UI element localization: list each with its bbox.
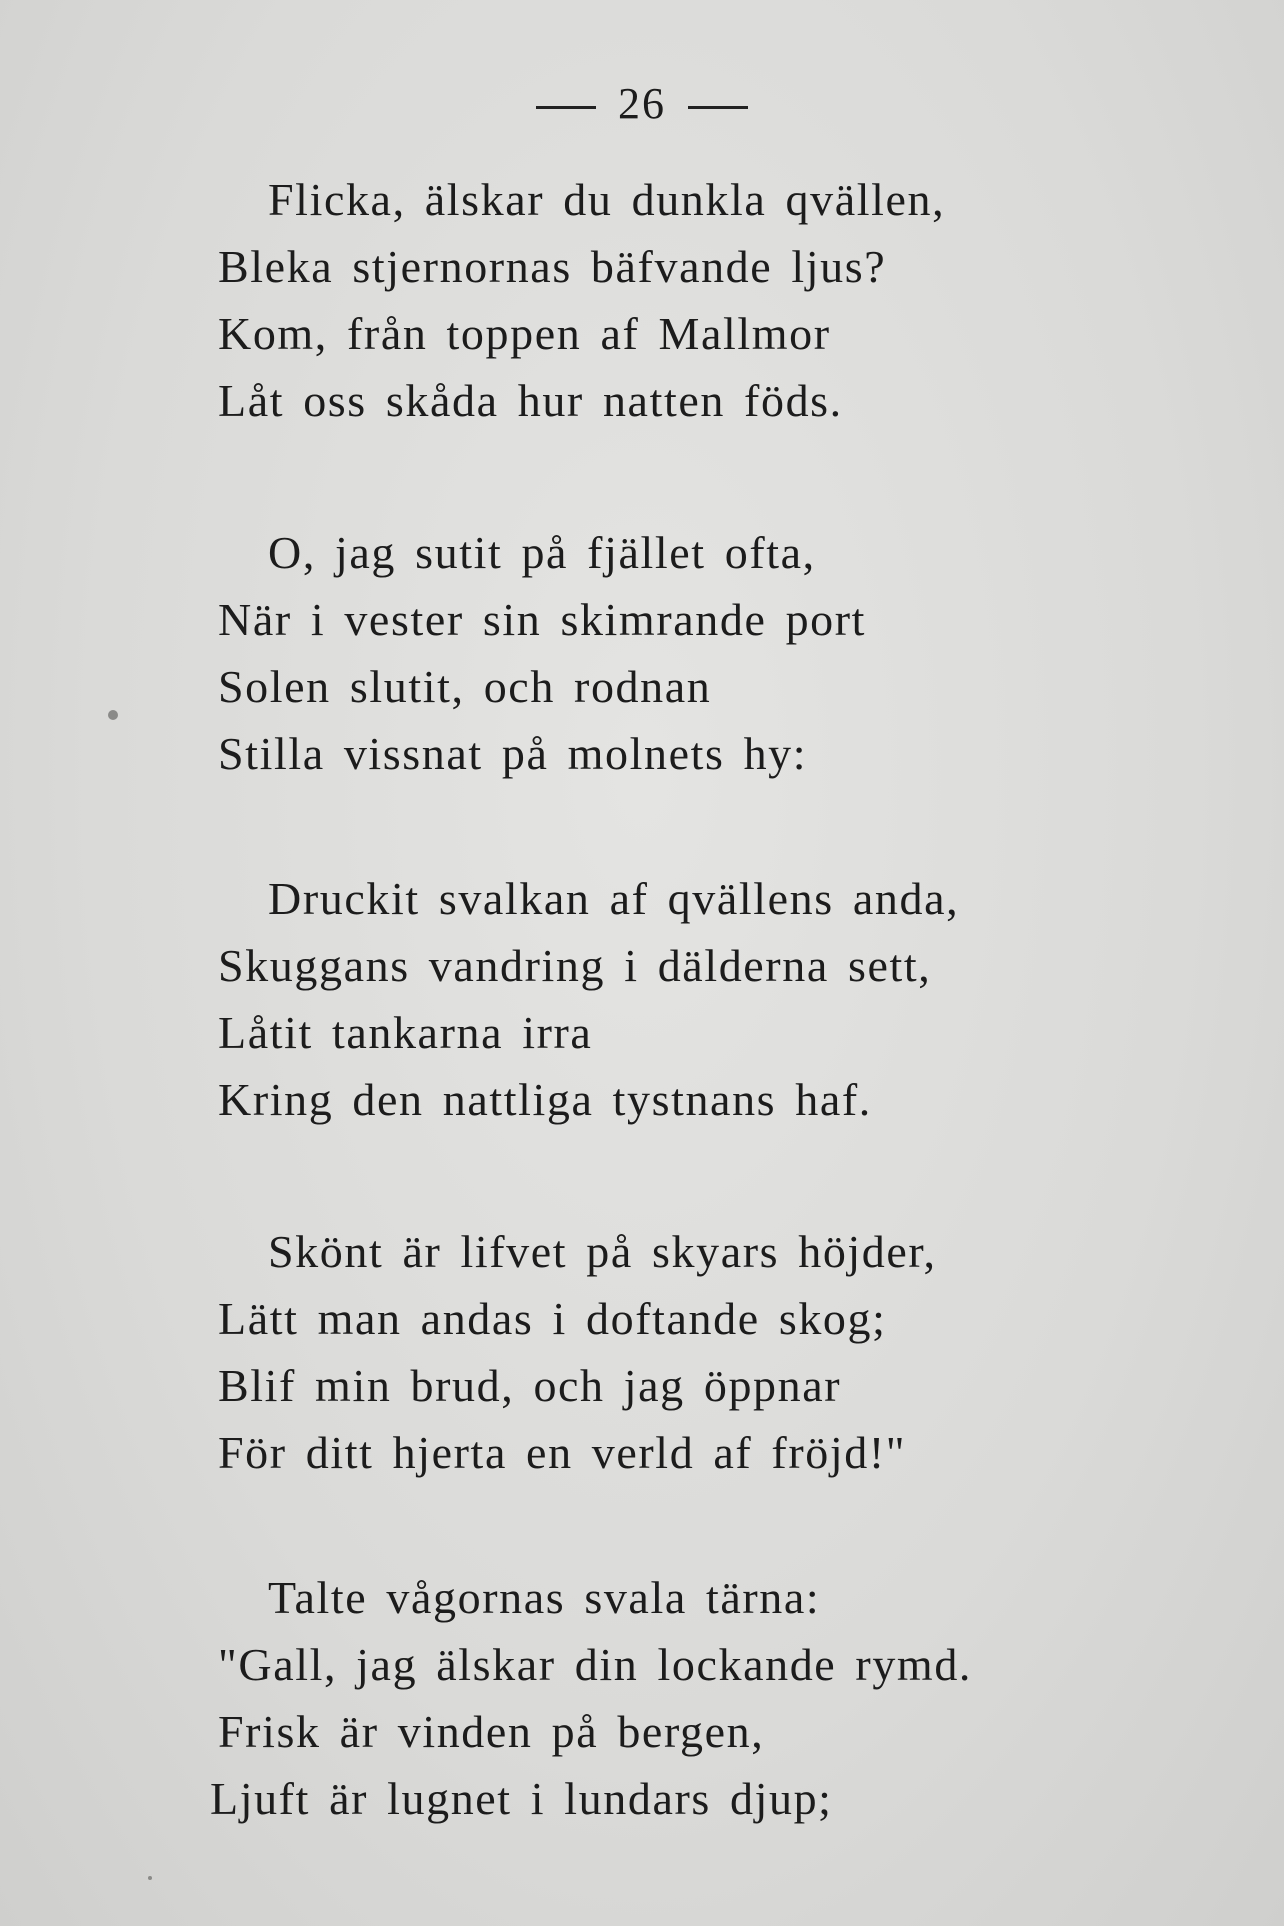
page-number-dash-left <box>536 106 596 109</box>
paper-speck <box>108 710 118 720</box>
poem-line: "Gall, jag älskar din lockande rymd. <box>218 1639 973 1690</box>
poem-line: Låtit tankarna irra <box>218 1007 593 1058</box>
poem-line: Skuggans vandring i dälderna sett, <box>218 940 932 991</box>
poem-line: Bleka stjernornas bäfvande ljus? <box>218 241 887 292</box>
page-number-value: 26 <box>618 79 666 128</box>
poem-line: Frisk är vinden på bergen, <box>218 1706 765 1757</box>
poem-line: Flicka, älskar du dunkla qvällen, <box>268 174 946 225</box>
poem-line: Kring den nattliga tystnans haf. <box>218 1074 872 1125</box>
poem-line: Kom, från toppen af Mallmor <box>218 308 831 359</box>
poem-line: Lätt man andas i doftande skog; <box>218 1293 887 1344</box>
poem-line: Talte vågornas svala tärna: <box>268 1572 821 1623</box>
poem-line: För ditt hjerta en verld af fröjd!" <box>218 1427 907 1478</box>
poem-line: O, jag sutit på fjället ofta, <box>268 527 816 578</box>
poem-line: Skönt är lifvet på skyars höjder, <box>268 1226 937 1277</box>
poem-line: Stilla vissnat på molnets hy: <box>218 728 808 779</box>
poem-line: Blif min brud, och jag öppnar <box>218 1360 842 1411</box>
poem-line: Ljuft är lugnet i lundars djup; <box>210 1773 833 1824</box>
poem-line: När i vester sin skimrande port <box>218 594 867 645</box>
poem-line: Solen slutit, och rodnan <box>218 661 712 712</box>
poem-line: Druckit svalkan af qvällens anda, <box>268 873 960 924</box>
page-number <box>0 78 1284 129</box>
bleed-through-text <box>989 0 1189 1926</box>
paper-speck <box>148 1876 152 1880</box>
poem-line: Låt oss skåda hur natten föds. <box>218 375 843 426</box>
page-number-dash-right <box>688 106 748 109</box>
